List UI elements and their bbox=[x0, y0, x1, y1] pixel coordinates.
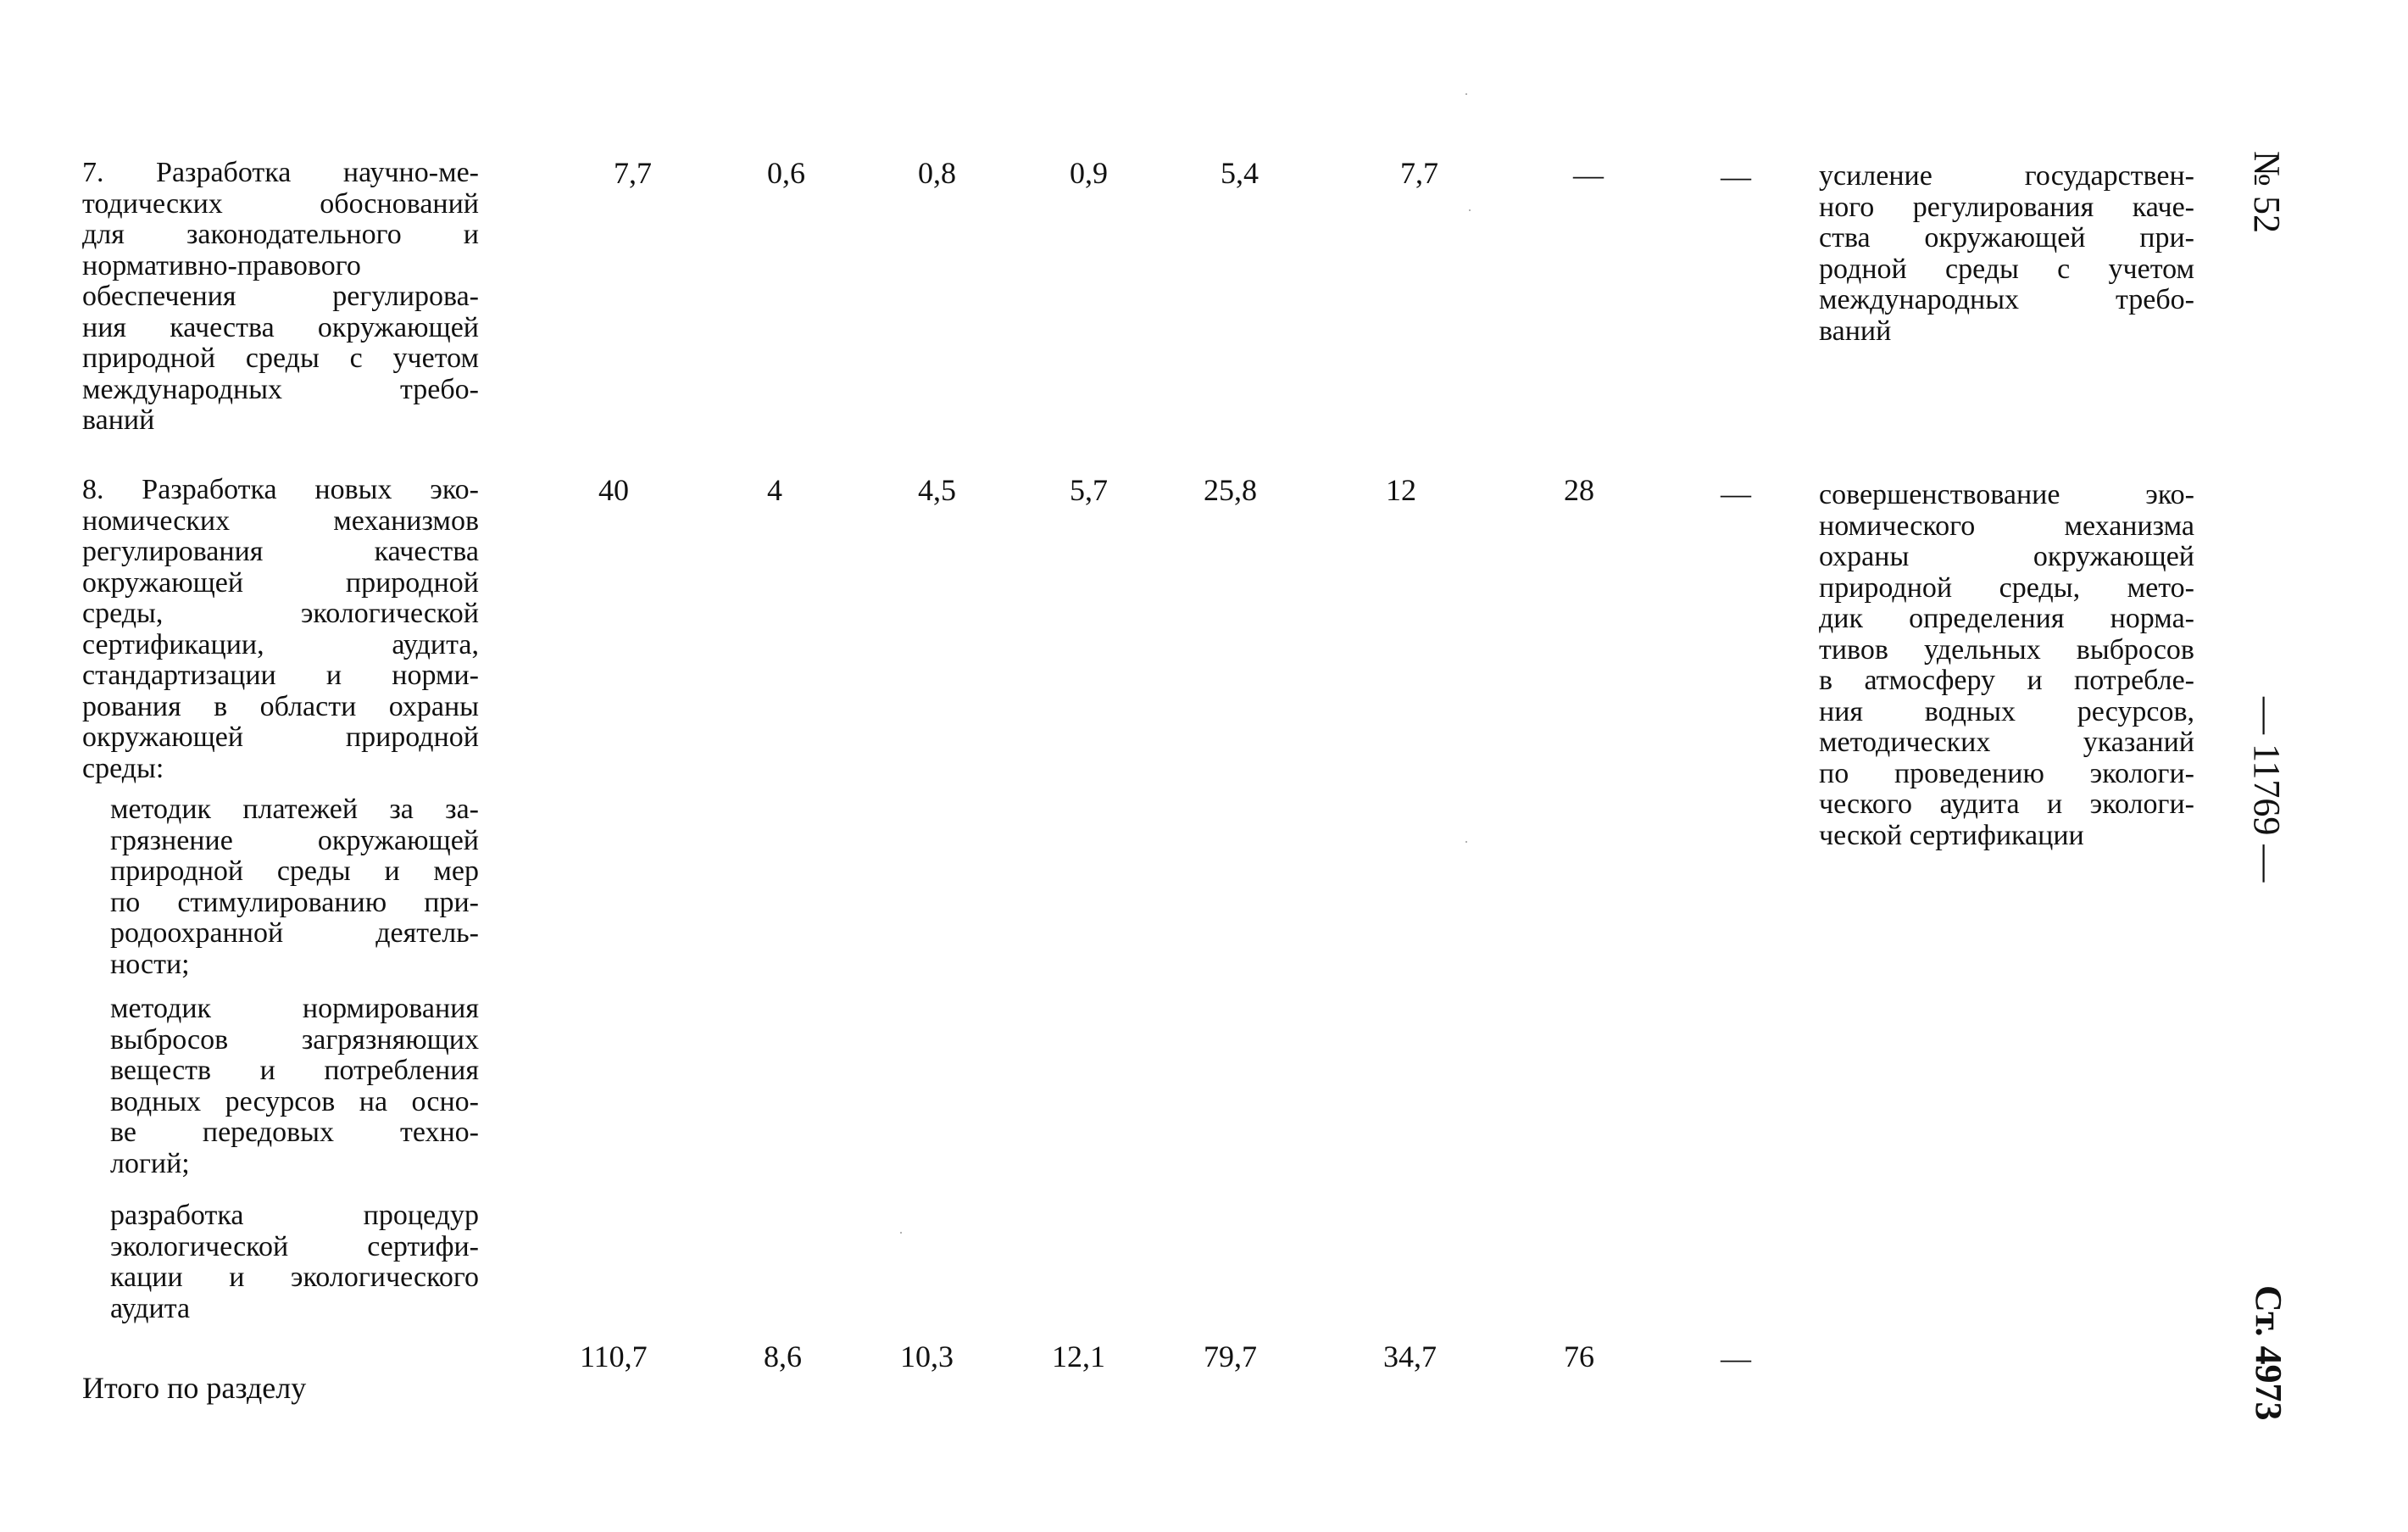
text-line: грязнение окружающей bbox=[110, 824, 479, 856]
row-8-result-text bbox=[1819, 480, 2194, 851]
row-8-sub-item-2 bbox=[110, 994, 479, 1179]
total-value-3: 10,3 bbox=[900, 1340, 954, 1373]
text-line: 7. Разработка научно-ме- bbox=[82, 157, 479, 188]
total-label: Итого по разделу bbox=[82, 1371, 307, 1405]
text-line: ческого аудита и экологи- bbox=[1819, 788, 2194, 820]
text-line: ваний bbox=[82, 404, 155, 436]
row-7-value-3: 0,8 bbox=[918, 156, 956, 190]
text-line: водных ресурсов на осно- bbox=[110, 1085, 479, 1117]
scan-speck bbox=[1469, 209, 1471, 211]
text-line: ния водных ресурсов, bbox=[1819, 695, 2194, 727]
row-7-value-5: 5,4 bbox=[1221, 156, 1259, 190]
text-line: природной среды с учетом bbox=[82, 343, 479, 374]
text-line: нормативно-правового bbox=[82, 249, 361, 281]
row-8-value-1: 40 bbox=[598, 473, 629, 507]
scan-speck bbox=[1465, 93, 1467, 95]
text-line: 8. Разработка новых эко- bbox=[82, 474, 479, 505]
range-marker: — 11769 — bbox=[2246, 697, 2288, 883]
text-line: ве передовых техно- bbox=[110, 1117, 479, 1148]
text-line: тодических обоснований bbox=[82, 187, 479, 220]
text-line: родной среды с учетом bbox=[1819, 253, 2194, 285]
row-7-value-7: — bbox=[1573, 158, 1604, 192]
total-value-2: 8,6 bbox=[764, 1340, 802, 1373]
text-line: номических механизмов bbox=[82, 504, 479, 537]
text-line: сертификации, аудита, bbox=[82, 628, 479, 660]
text-line: аудита bbox=[110, 1292, 191, 1324]
text-line: охраны окружающей bbox=[1819, 541, 2194, 572]
text-line: разработка процедур bbox=[110, 1200, 479, 1231]
text-line: методик нормирования bbox=[110, 993, 479, 1024]
row-7-value-2: 0,6 bbox=[767, 156, 805, 190]
row-7-value-6: 7,7 bbox=[1400, 156, 1438, 190]
row-7-result-text bbox=[1819, 161, 2194, 347]
row-7-value-1: 7,7 bbox=[614, 156, 652, 190]
total-value-1: 110,7 bbox=[580, 1340, 648, 1373]
text-line: окружающей природной bbox=[82, 566, 479, 599]
text-line: экологической сертифи- bbox=[110, 1230, 479, 1262]
total-value-4: 12,1 bbox=[1052, 1340, 1105, 1373]
text-line: усиление государствен- bbox=[1819, 160, 2194, 192]
row-8-value-6: 12 bbox=[1386, 473, 1416, 507]
row-7-value-4: 0,9 bbox=[1070, 156, 1108, 190]
text-line: логий; bbox=[110, 1147, 190, 1179]
text-line: для законодательного и bbox=[82, 219, 479, 250]
text-line: тивов удельных выбросов bbox=[1819, 633, 2194, 666]
page-reference: Ст. 4973 bbox=[2248, 1285, 2289, 1421]
text-line: номического механизма bbox=[1819, 510, 2194, 542]
row-7-item-text bbox=[82, 158, 479, 437]
text-line: методик платежей за за- bbox=[110, 794, 479, 825]
row-7-value-8: — bbox=[1721, 159, 1751, 193]
text-line: веществ и потребления bbox=[110, 1055, 479, 1086]
text-line: выбросов загрязняющих bbox=[110, 1023, 479, 1056]
row-8-value-7: 28 bbox=[1564, 473, 1594, 507]
text-line: природной среды, мето- bbox=[1819, 571, 2194, 604]
text-line: совершенствование эко- bbox=[1819, 479, 2194, 510]
text-line: среды, экологической bbox=[82, 598, 479, 629]
row-8-value-2: 4 bbox=[767, 473, 782, 507]
text-line: методических указаний bbox=[1819, 727, 2194, 758]
text-line: международных требо- bbox=[1819, 284, 2194, 315]
total-value-7: 76 bbox=[1564, 1340, 1594, 1373]
row-8-value-4: 5,7 bbox=[1070, 473, 1108, 507]
text-line: в атмосферу и потребле- bbox=[1819, 665, 2194, 696]
text-line: ства окружающей при- bbox=[1819, 222, 2194, 253]
total-value-5: 79,7 bbox=[1204, 1340, 1257, 1373]
scan-speck bbox=[900, 1232, 902, 1234]
text-line: ного регулирования каче- bbox=[1819, 191, 2194, 223]
text-line: по проведению экологи- bbox=[1819, 757, 2194, 789]
text-line: международных требо- bbox=[82, 373, 479, 405]
text-line: природной среды и мер bbox=[110, 855, 479, 887]
issue-number: № 52 bbox=[2246, 151, 2288, 233]
text-line: регулирования качества bbox=[82, 536, 479, 567]
row-8-value-8: — bbox=[1721, 476, 1751, 510]
text-line: ваний bbox=[1819, 315, 1892, 347]
text-line: по стимулированию при- bbox=[110, 886, 479, 918]
total-value-6: 34,7 bbox=[1383, 1340, 1437, 1373]
text-line: ния качества окружающей bbox=[82, 311, 479, 343]
text-line: обеспечения регулирова- bbox=[82, 281, 479, 312]
row-8-sub-item-1 bbox=[110, 794, 479, 980]
text-line: ческой сертификации bbox=[1819, 819, 2084, 851]
text-line: стандартизации и норми- bbox=[82, 660, 479, 691]
total-value-8: — bbox=[1721, 1341, 1751, 1375]
text-line: рования в области охраны bbox=[82, 690, 479, 722]
row-8-value-5: 25,8 bbox=[1204, 473, 1257, 507]
row-8-value-3: 4,5 bbox=[918, 473, 956, 507]
text-line: родоохранной деятель- bbox=[110, 917, 479, 949]
text-line: дик определения норма- bbox=[1819, 603, 2194, 634]
text-line: окружающей природной bbox=[82, 721, 479, 753]
row-8-item-text bbox=[82, 475, 479, 784]
scan-speck bbox=[1465, 841, 1467, 843]
text-line: кации и экологического bbox=[110, 1262, 479, 1293]
row-8-sub-item-3 bbox=[110, 1201, 479, 1324]
text-line: среды: bbox=[82, 752, 164, 784]
text-line: ности; bbox=[110, 948, 190, 980]
